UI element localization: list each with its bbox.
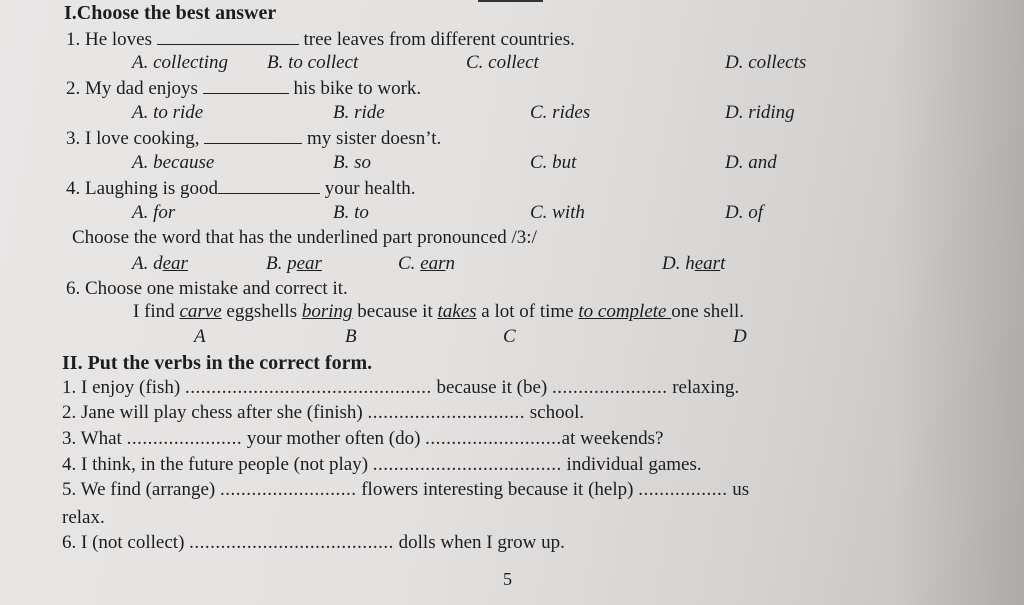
q3-post: my sister doesn’t. [307, 128, 442, 149]
q5-option-a-underlined: ear [162, 253, 188, 274]
q3-option-c: C. but [530, 152, 577, 173]
q1-option-d: D. collects [725, 52, 807, 73]
q3-option-d: D. and [725, 152, 777, 173]
q4-option-c: C. with [530, 202, 585, 223]
q5-option-d-underlined: ear [694, 253, 721, 274]
q3-option-b: B. so [333, 152, 371, 173]
s2-item-6: 6. I (not collect) ....................................... dolls when I grow up. [62, 532, 565, 553]
answer-blank: ...................... [126, 428, 243, 449]
q6-letter-b: B [345, 326, 357, 347]
answer-blank: ...................... [551, 377, 668, 398]
q4-blank [218, 177, 320, 194]
q2-option-a: A. to ride [132, 102, 204, 123]
q2-pre: My dad enjoys [85, 78, 198, 99]
q5-option-c: C. earn [398, 253, 456, 274]
page-number: 5 [503, 569, 512, 589]
q4-pre: Laughing is good [85, 178, 218, 199]
q1-option-b: B. to collect [267, 52, 359, 73]
answer-blank: ............................................... [184, 377, 432, 398]
q3-number: 3. [66, 128, 81, 149]
q2-number: 2. [66, 78, 81, 99]
s2-item-4: 4. I think, in the future people (not play) .................................... individual games. [62, 454, 702, 475]
answer-blank: ................. [638, 479, 728, 500]
answer-blank: ....................................... [189, 532, 394, 553]
q2-option-d: D. riding [725, 102, 795, 123]
answer-blank: .......................... [219, 479, 357, 500]
q1-option-a: A. collecting [132, 52, 229, 73]
q1-pre: He loves [85, 29, 153, 50]
q1-stem [66, 28, 575, 51]
q3-pre: I love cooking, [85, 128, 200, 149]
q4-option-d: D. of [725, 202, 763, 223]
section2-title: II. Put the verbs in the correct form. [62, 352, 373, 374]
section1-title: I.Choose the best answer [64, 2, 277, 24]
s2-item-3: 3. What ...................... your mother often (do) ..........................at weekends? [62, 428, 664, 449]
q5-option-a: A. dear [132, 253, 188, 274]
q5-option-b: B. pear [266, 253, 322, 274]
q5-option-d: D. heart [662, 253, 726, 274]
q4-stem [66, 177, 416, 200]
q6-part-d: to complete [578, 301, 672, 322]
q3-option-a: A. because [132, 152, 215, 173]
q3-stem [66, 127, 441, 150]
q4-post: your health. [324, 178, 416, 199]
q1-post: tree leaves from different countries. [303, 29, 575, 50]
q6-part-b: boring [301, 301, 353, 322]
page-shadow [894, 0, 1024, 605]
q5-option-c-underlined: ear [420, 253, 446, 274]
q4-option-b: B. to [333, 202, 369, 223]
q6-letter-d: D [733, 326, 747, 347]
q6-sentence: I find carve eggshells boring because it takes a lot of time to complete one shell. [133, 301, 745, 322]
s2-item-2: 2. Jane will play chess after she (finish) .............................. school. [62, 402, 585, 423]
q2-post: his bike to work. [293, 78, 422, 99]
answer-blank: .................................... [372, 454, 562, 475]
answer-blank: .............................. [367, 402, 525, 423]
q6-part-c: takes [437, 301, 477, 322]
q3-blank [204, 127, 302, 144]
q4-number: 4. [66, 178, 81, 199]
q2-option-b: B. ride [333, 102, 385, 123]
q1-option-c: C. collect [466, 52, 539, 73]
q5-option-b-underlined: ear [296, 253, 322, 274]
answer-blank: .......................... [425, 428, 562, 449]
q6-part-a: carve [179, 301, 222, 322]
top-rule [478, 0, 543, 2]
s2-item-5: 5. We find (arrange) .......................... flowers interesting because it (help) ................. us [62, 479, 750, 500]
s2-item-5-continued: relax. [62, 507, 105, 528]
q1-number: 1. [66, 29, 81, 50]
q6-letter-c: C [503, 326, 516, 347]
q2-blank [203, 77, 289, 94]
q6-prompt: 6. Choose one mistake and correct it. [66, 278, 348, 299]
q1-blank [157, 28, 299, 45]
q4-option-a: A. for [132, 202, 176, 223]
q2-stem [66, 77, 421, 100]
q6-letter-a: A [194, 326, 206, 347]
s2-item-1: 1. I enjoy (fish) ............................................... because it (be) ...................... relaxing. [62, 377, 740, 398]
q2-option-c: C. rides [530, 102, 591, 123]
q5-prompt: Choose the word that has the underlined part pronounced /3:/ [72, 227, 537, 248]
